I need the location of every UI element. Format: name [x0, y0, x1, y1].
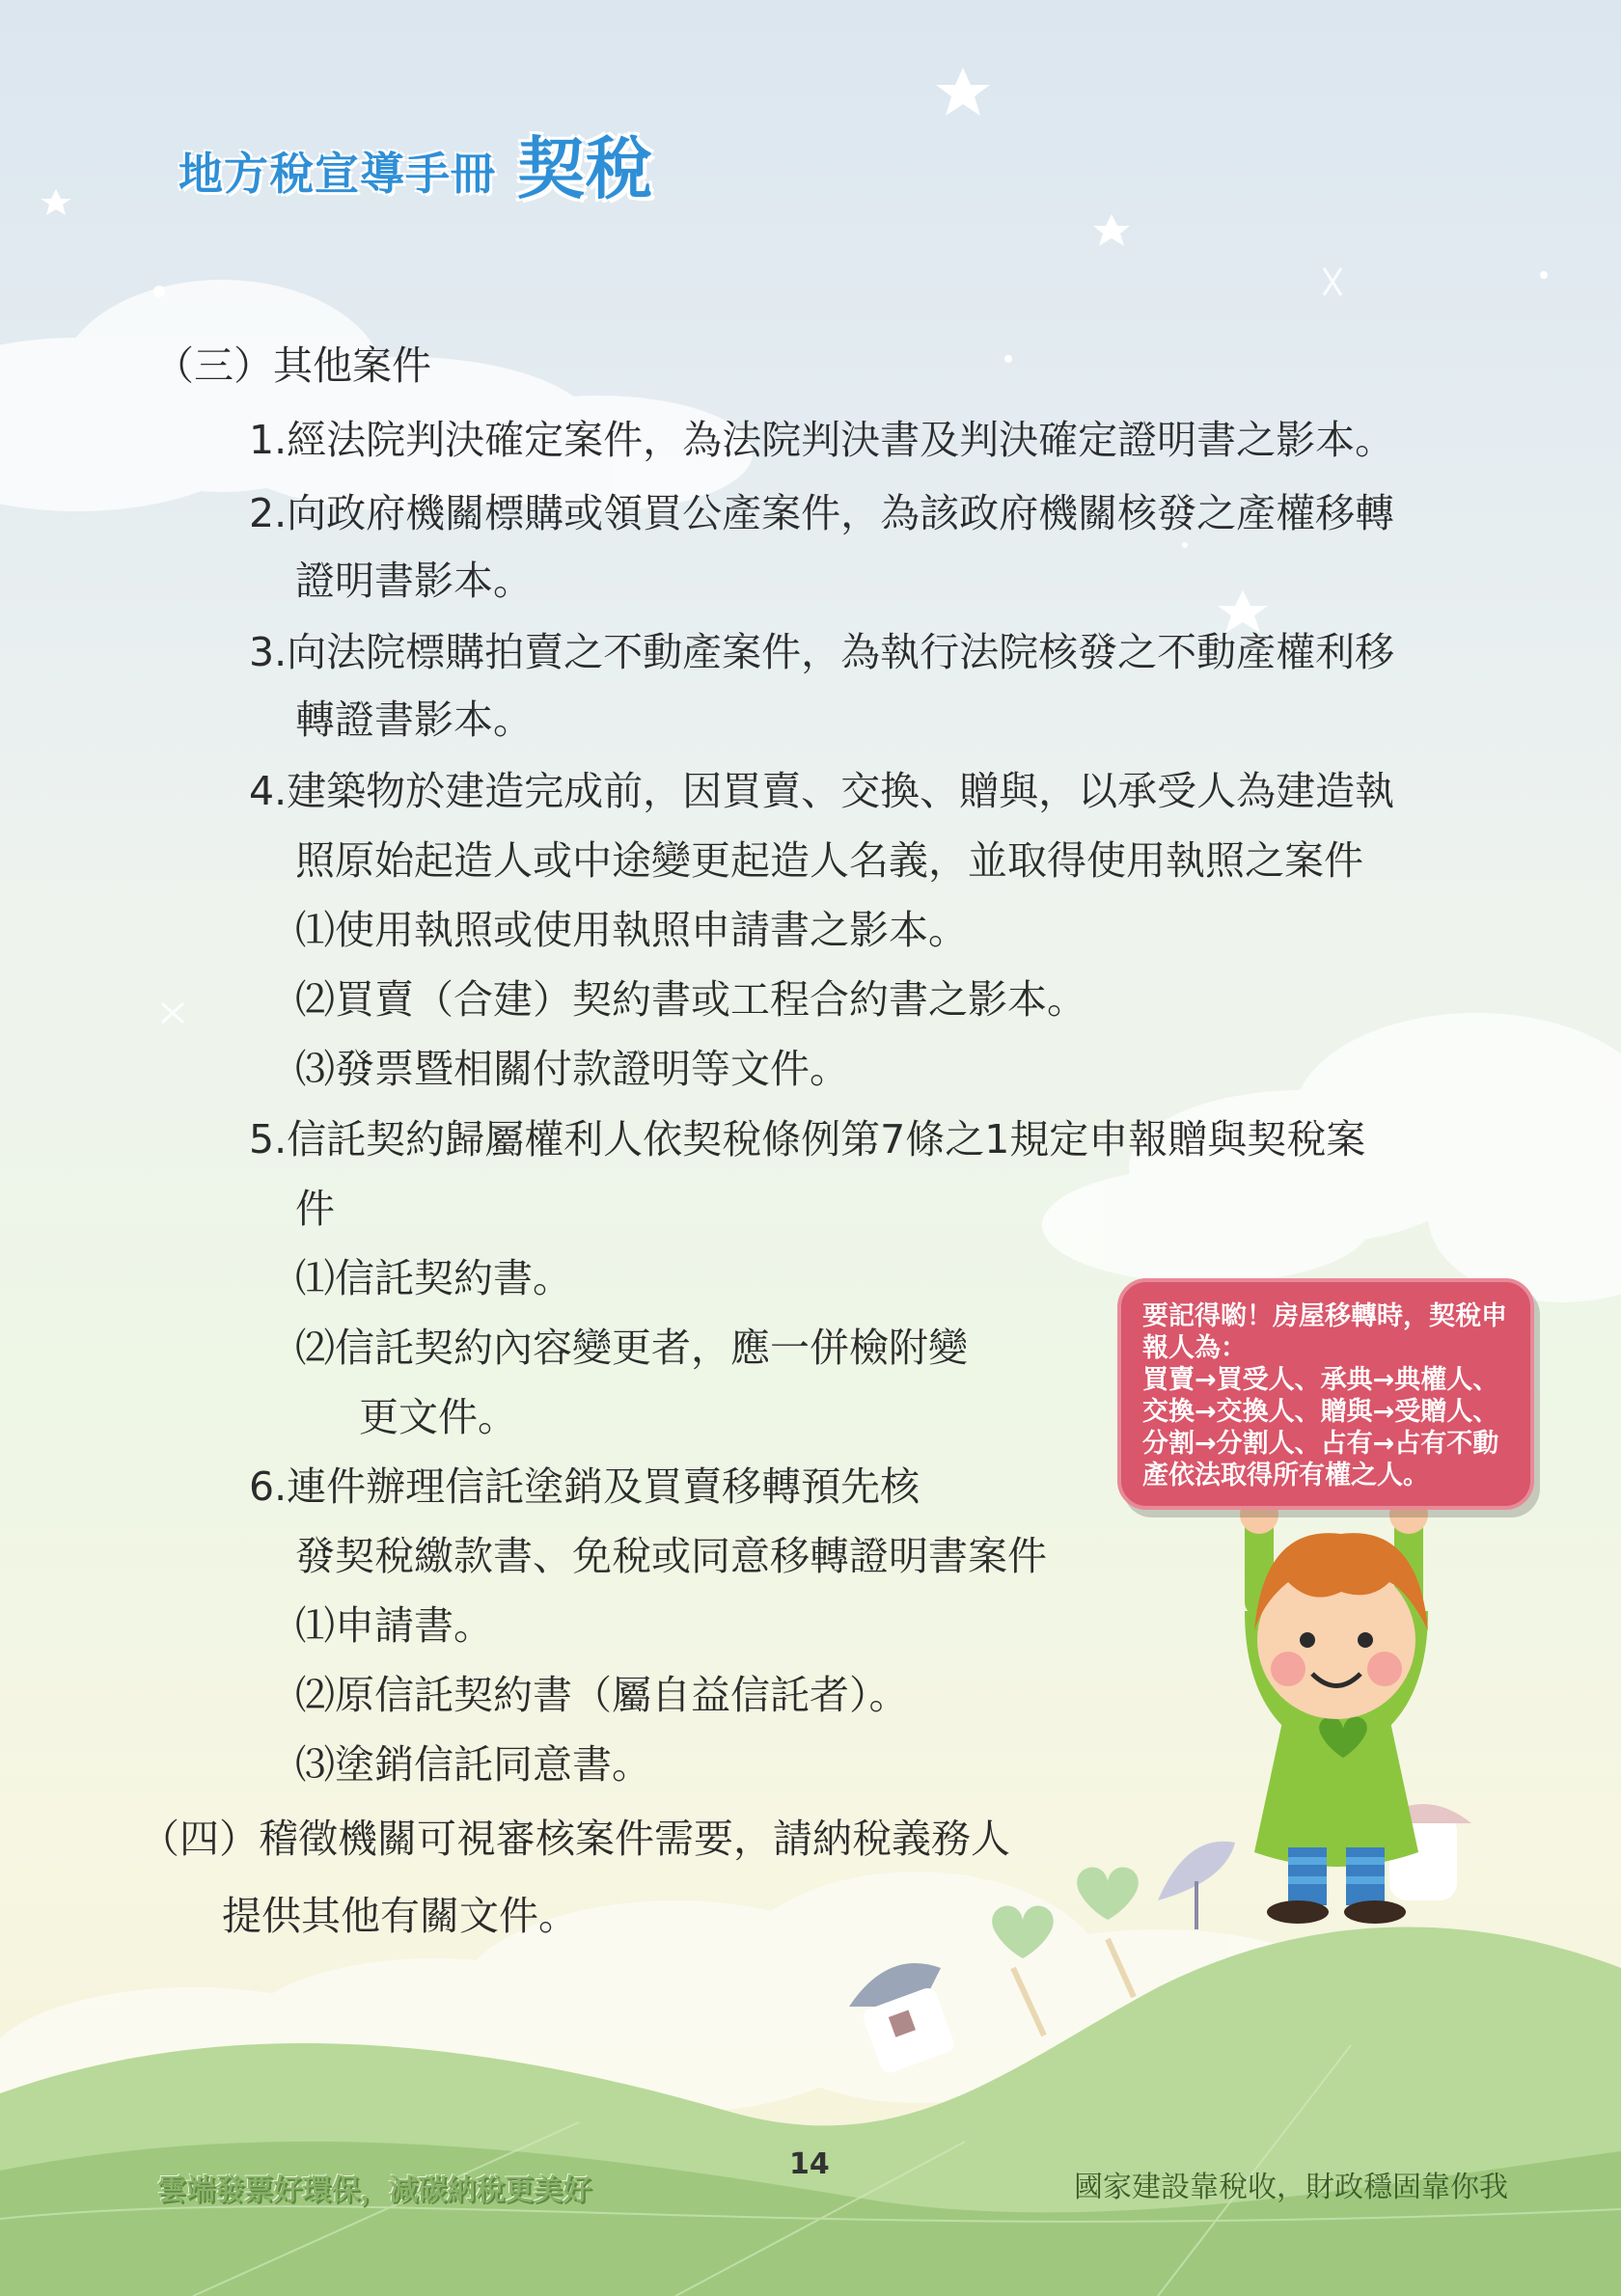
item-3-line2: 轉證書影本。 [295, 697, 533, 743]
bubble-line-5: 分割→分割人、占有→占有不動 [1142, 1428, 1499, 1459]
item-2-line1: 2.向政府機關標購或領買公產案件，為該政府機關核發之產權移轉 [249, 490, 1395, 536]
header [179, 129, 652, 208]
item-5-sub2-line2: 更文件。 [359, 1394, 517, 1440]
bubble-line-2: 報人為： [1142, 1332, 1247, 1363]
item-6-sub2: ⑵原信託契約書（屬自益信託者）。 [295, 1672, 909, 1718]
section-4-line1: （四）稽徵機關可視審核案件需要，請納稅義務人 [140, 1816, 1010, 1862]
item-6-line1: 6.連件辦理信託塗銷及買賣移轉預先核 [249, 1463, 920, 1510]
reminder-speech-bubble [1117, 1278, 1534, 1510]
item-5-sub1: ⑴信託契約書。 [295, 1255, 572, 1301]
item-4-line2: 照原始起造人或中途變更起造人名義，並取得使用執照之案件 [295, 837, 1363, 884]
bubble-line-6: 產依法取得所有權之人。 [1142, 1460, 1429, 1490]
item-4-sub1: ⑴使用執照或使用執照申請書之影本。 [295, 907, 968, 953]
bubble-line-3: 買賣→買受人、承典→典權人、 [1142, 1364, 1499, 1395]
footer-slogan-right: 國家建設靠稅收，財政穩固靠你我 [1074, 2171, 1508, 2204]
item-5-sub2-line1: ⑵信託契約內容變更者，應一併檢附變 [295, 1325, 968, 1371]
item-6-line2: 發契稅繳款書、免稅或同意移轉證明書案件 [295, 1533, 1047, 1579]
item-4-sub3: ⑶發票暨相關付款證明等文件。 [295, 1046, 849, 1092]
item-6-sub3: ⑶塗銷信託同意書。 [295, 1741, 651, 1788]
item-5-line1: 5.信託契約歸屬權利人依契稅條例第7條之1規定申報贈與契稅案 [249, 1116, 1366, 1162]
item-4-line1: 4.建築物於建造完成前，因買賣、交換、贈與，以承受人為建造執 [249, 768, 1395, 814]
section-4-line2: 提供其他有關文件。 [222, 1893, 578, 1939]
handbook-topic-title: 契稅 [517, 129, 652, 208]
item-3-line1: 3.向法院標購拍賣之不動產案件，為執行法院核發之不動產權利移 [249, 629, 1395, 675]
section-3-title: （三）其他案件 [154, 342, 431, 389]
bubble-line-1: 要記得喲！房屋移轉時，契稅申 [1142, 1301, 1507, 1331]
item-2-line2: 證明書影本。 [295, 558, 533, 604]
footer-slogan-left: 雲端發票好環保，減碳納稅更美好 [157, 2173, 591, 2207]
bubble-line-4: 交換→交換人、贈與→受贈人、 [1142, 1396, 1499, 1427]
handbook-series-title: 地方稅宣導手冊 [179, 148, 496, 200]
item-6-sub1: ⑴申請書。 [295, 1602, 493, 1649]
item-4-sub2: ⑵買賣（合建）契約書或工程合約書之影本。 [295, 976, 1086, 1023]
item-5-line2: 件 [295, 1186, 335, 1232]
item-1: 1.經法院判決確定案件，為法院判決書及判決確定證明書之影本。 [249, 417, 1395, 463]
page-number: 14 [789, 2147, 830, 2181]
